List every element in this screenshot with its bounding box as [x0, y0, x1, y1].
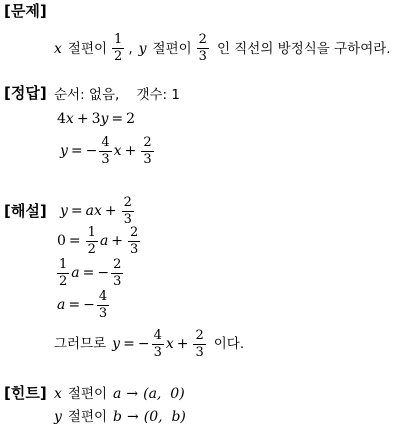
problem-statement	[54, 33, 391, 64]
arrow-icon: →	[126, 386, 139, 402]
hint-line-x: x 절편이 a → (a, 0)	[54, 386, 185, 402]
intercept-word-y: 절편이	[152, 40, 192, 57]
hint-label: [힌트]	[4, 384, 47, 402]
problem-suffix: 인 직선의 방정식을 구하여라.	[216, 40, 391, 57]
explanation-conclusion: 그러므로 y = − $\frac{4}{3}$ x + $\frac{2}{3}$ 이다.	[54, 327, 245, 360]
intercept-fraction: $\frac{2}{3}$	[143, 134, 152, 167]
answer-equation-standard: 4 x + 3 y = 2	[57, 111, 136, 127]
y-intercept-fraction: $\frac{2}{3}$	[198, 32, 207, 64]
x-variable: x	[54, 40, 62, 57]
explanation-label: [해설]	[4, 202, 47, 220]
answer-label: [정답]	[4, 84, 47, 102]
x-intercept-fraction: $\frac{1}{2}$	[114, 32, 123, 64]
answer-equation-slope-form: y = − $\frac{4}{3}$ x + $\frac{2}{3}$	[60, 134, 152, 167]
slope-fraction: $\frac{4}{3}$	[101, 134, 110, 167]
answer-meta: 순서: 없음, 갯수: 1	[54, 87, 180, 103]
explanation-line-1: y = a x + $\frac{2}{3}$	[60, 194, 132, 227]
explanation-line-4: a = − $\frac{4}{3}$	[57, 288, 108, 321]
intercept-word-x: 절편이	[67, 40, 108, 57]
arrow-icon: →	[127, 409, 139, 425]
explanation-line-2: 0 = $\frac{1}{2}$ a + $\frac{2}{3}$	[57, 224, 139, 257]
y-variable: y	[138, 40, 147, 57]
explanation-line-3: $\frac{1}{2}$ a = − $\frac{2}{3}$	[59, 256, 122, 289]
hint-line-y: y 절편이 b → (0, b)	[54, 409, 186, 425]
comma: ,	[128, 40, 133, 57]
problem-label: [문제]	[4, 2, 47, 20]
